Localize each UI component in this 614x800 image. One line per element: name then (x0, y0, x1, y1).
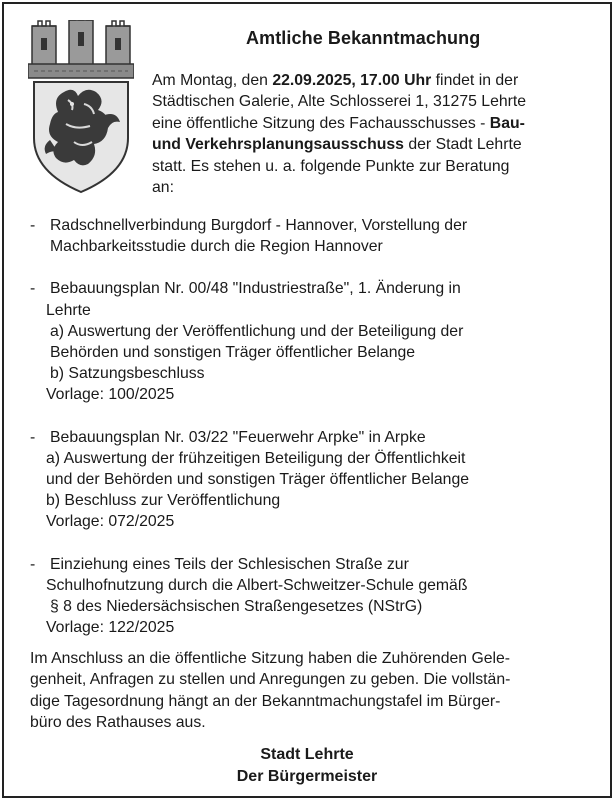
agenda-line: Schulhofnutzung durch die Albert-Schweitzer-Schule gemäß (46, 576, 468, 594)
intro-line (152, 70, 598, 91)
city-coat-of-arms-icon (28, 20, 134, 196)
agenda-line: Einziehung eines Teils der Schlesischen Straße zur (50, 555, 409, 573)
intro-text: findet in der (431, 72, 519, 89)
signature-block (0, 744, 614, 788)
closing-line: büro des Rathauses aus. (30, 714, 206, 732)
agenda-line: Bebauungsplan Nr. 03/22 "Feuerwehr Arpke" in Arpke (50, 428, 426, 446)
meeting-location: Städtischen Galerie, Alte Schlosserei 1, 31275 Lehrte (152, 93, 527, 111)
agenda-line: § 8 des Niedersächsischen Straßengesetzes (NStrG) (50, 598, 423, 616)
agenda-item (30, 427, 600, 533)
agenda-list (30, 215, 600, 659)
agenda-line: Vorlage: 100/2025 (46, 386, 175, 404)
intro-line (152, 134, 598, 155)
agenda-line: a) Auswertung der Veröffentlichung und der Beteiligung der (50, 322, 464, 340)
committee-name: und Verkehrsplanungsausschuss (152, 136, 404, 154)
intro-text: an: (152, 179, 174, 197)
intro-line (152, 113, 598, 134)
agenda-line: Vorlage: 122/2025 (46, 619, 175, 637)
agenda-line: b) Beschluss zur Veröffentlichung (46, 492, 281, 510)
agenda-item (30, 215, 600, 257)
list-dash: - (30, 555, 36, 573)
committee-name: Bau- (489, 114, 525, 132)
intro-text: eine öffentliche Sitzung des Fachausschusses - (152, 114, 490, 132)
agenda-line: Machbarkeitsstudie durch die Region Hannover (50, 238, 383, 256)
agenda-item (30, 554, 600, 639)
agenda-line: Vorlage: 072/2025 (46, 513, 175, 531)
agenda-line: Lehrte (46, 301, 91, 319)
meeting-date: 22.09.2025, 17.00 Uhr (272, 72, 432, 89)
list-dash: - (30, 428, 36, 446)
agenda-line: Behörden und sonstigen Träger öffentlicher Belange (50, 344, 416, 362)
signature-mayor: Der Bürgermeister (236, 768, 378, 785)
closing-paragraph (30, 648, 600, 734)
agenda-item (30, 278, 600, 405)
agenda-line: b) Satzungsbeschluss (50, 365, 205, 383)
list-dash: - (30, 280, 36, 298)
closing-line: dige Tagesordnung hängt an der Bekanntmachungstafel im Bürger- (30, 692, 501, 710)
closing-line: Im Anschluss an die öffentliche Sitzung haben die Zuhörenden Gele- (30, 650, 511, 667)
signature-city: Stadt Lehrte (260, 746, 354, 763)
intro-text: statt. Es stehen u. a. folgende Punkte zur Beratung (152, 157, 510, 175)
closing-line: genheit, Anfragen zu stellen und Anregungen zu geben. Die vollstän- (30, 671, 511, 689)
agenda-line: Radschnellverbindung Burgdorf - Hannover, Vorstellung der (50, 217, 468, 234)
agenda-line: und der Behörden und sonstigen Träger öffentlicher Belange (46, 471, 470, 489)
intro-text: Am Montag, den (152, 72, 273, 89)
agenda-line: Bebauungsplan Nr. 00/48 "Industriestraße", 1. Änderung in (50, 280, 461, 298)
intro-text: der Stadt Lehrte (403, 136, 522, 154)
agenda-line: a) Auswertung der frühzeitigen Beteiligung der Öffentlichkeit (46, 449, 466, 467)
list-dash: - (30, 217, 36, 234)
page-title: Amtliche Bekanntmachung (246, 28, 481, 48)
intro-paragraph (152, 70, 598, 198)
